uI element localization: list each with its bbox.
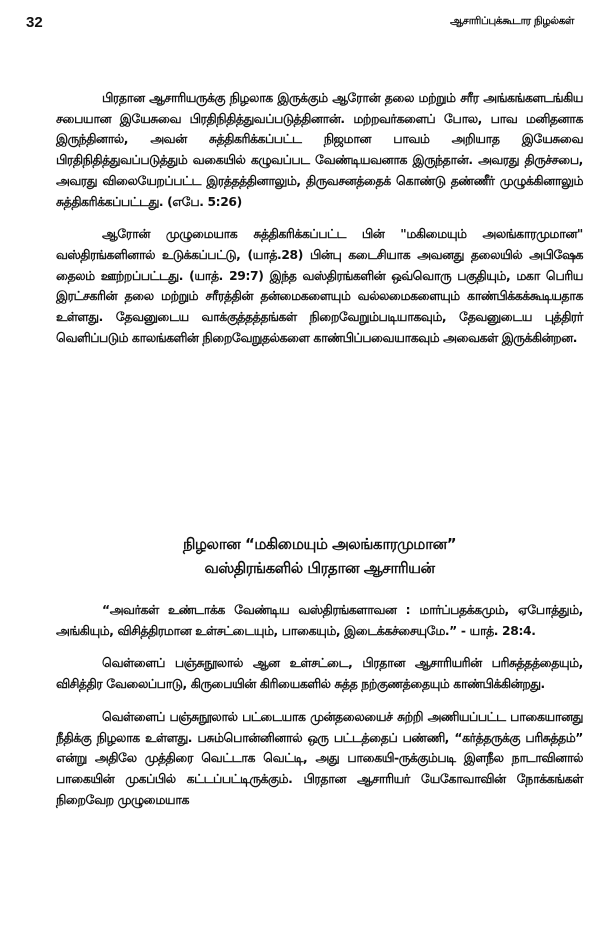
running-title: ஆசாரிப்புக்கூடார நிழல்கள் xyxy=(450,15,574,27)
page-number: 32 xyxy=(26,14,43,31)
paragraph-4: வெள்ளைப் பஞ்சுநூலால் பட்டையாக முன்தலையைச் சுற்றி அணியப்பட்ட பாகையானது நீதிக்கு நிழலாக உள்ளது. பசும்பொன்னினால் ஒரு பட்டத்தைப் பண்ணி, “கர்த்தருக்கு பரிசுத்தம்” என்று அதிலே முத்திரை வெட்டாக வெட்டி, அது பாகையி-ருக்கும்படி இளநீல நாடாவினால் பாகையின் முகப்பில் கட்டப்பட்டிருக்கும். பிரதான ஆசாரியர் யேகோவாவின் நோக்கங்கள் நிறைவேற முழுமையாக xyxy=(56,709,583,807)
section-heading-line-1: நிழலான “மகிமையும் அலங்காரமுமான” xyxy=(182,535,457,553)
section-heading-line-2: வஸ்திரங்களில் பிரதான ஆசாரியன் xyxy=(204,559,435,577)
paragraph-2: ஆரோன் முழுமையாக சுத்திகரிக்கப்பட்ட பின் "மகிமையும் அலங்காரமுமான" வஸ்திரங்களினால் உடுக்கப்பட்டு, (யாத்.28) பின்பு கடைசியாக அவனது தலையில் அபிஷேக தைலம் ஊற்றப்பட்டது. (யாத். 29:7) இந்த வஸ்திரங்களின் ஒவ்வொரு பகுதியும், மகா பெரிய இரட்சகரின் தலை மற்றும் சரீரத்தின் தன்மைகளையும் வல்லமைகளையும் காண்பிக்கக்கூடியதாக உள்ளது. தேவனுடைய வாக்குத்தத்தங்கள் நிறைவேறும்படியாகவும், தேவனுடைய புத்திரர் வெளிப்படும் காலங்களின் நிறைவேறுதல்களை காண்பிப்பவையாகவும் அவைகள் இருக்கின்றன. xyxy=(56,227,583,345)
garments-section xyxy=(56,600,583,810)
quote-paragraph: “அவர்கள் உண்டாக்க வேண்டிய வஸ்திரங்களாவன : மார்ப்பதக்கமும், ஏபோத்தும், அங்கியும், விசித்திரமான உள்சட்டையும், பாகையும், இடைக்கச்சையுமே.” - யாத். 28:4. xyxy=(56,603,583,638)
paragraph-1: பிரதான ஆசாரியருக்கு நிழலாக இருக்கும் ஆரோன் தலை மற்றும் சரீர அங்கங்களடங்கிய சபையான இயேசுவை பிரதிநிதித்துவப்படுத்தினான். மற்றவர்களைப் போல, பாவ மனிதனாக இருந்தினால், அவன் சுத்திகரிக்கப்பட்ட நிஜமான பாவம் அறியாத இயேசுவை பிரதிநிதித்துவப்படுத்தும் வகையில் கழுவப்பட வேண்டியவனாக இருந்தான். அவரது திருச்சபை, அவரது விலையேறப்பட்ட இரத்தத்தினாலும், திருவசனத்தைக் கொண்டு தண்ணீர் முழுக்கினாலும் சுத்திகரிக்கப்பட்டது. (எபே. 5:26) xyxy=(56,91,583,209)
section-heading xyxy=(56,532,583,580)
page-header xyxy=(26,14,574,38)
paragraph-3: வெள்ளைப் பஞ்சுநூலால் ஆன உள்சட்டை, பிரதான ஆசாரியரின் பரிசுத்தத்தையும், விசித்திர வேலைப்பாடு, கிருபையின் கிரியைகளில் சுத்த நற்குணத்தையும் காண்பிக்கின்றது. xyxy=(56,656,583,692)
intro-section xyxy=(56,88,583,348)
